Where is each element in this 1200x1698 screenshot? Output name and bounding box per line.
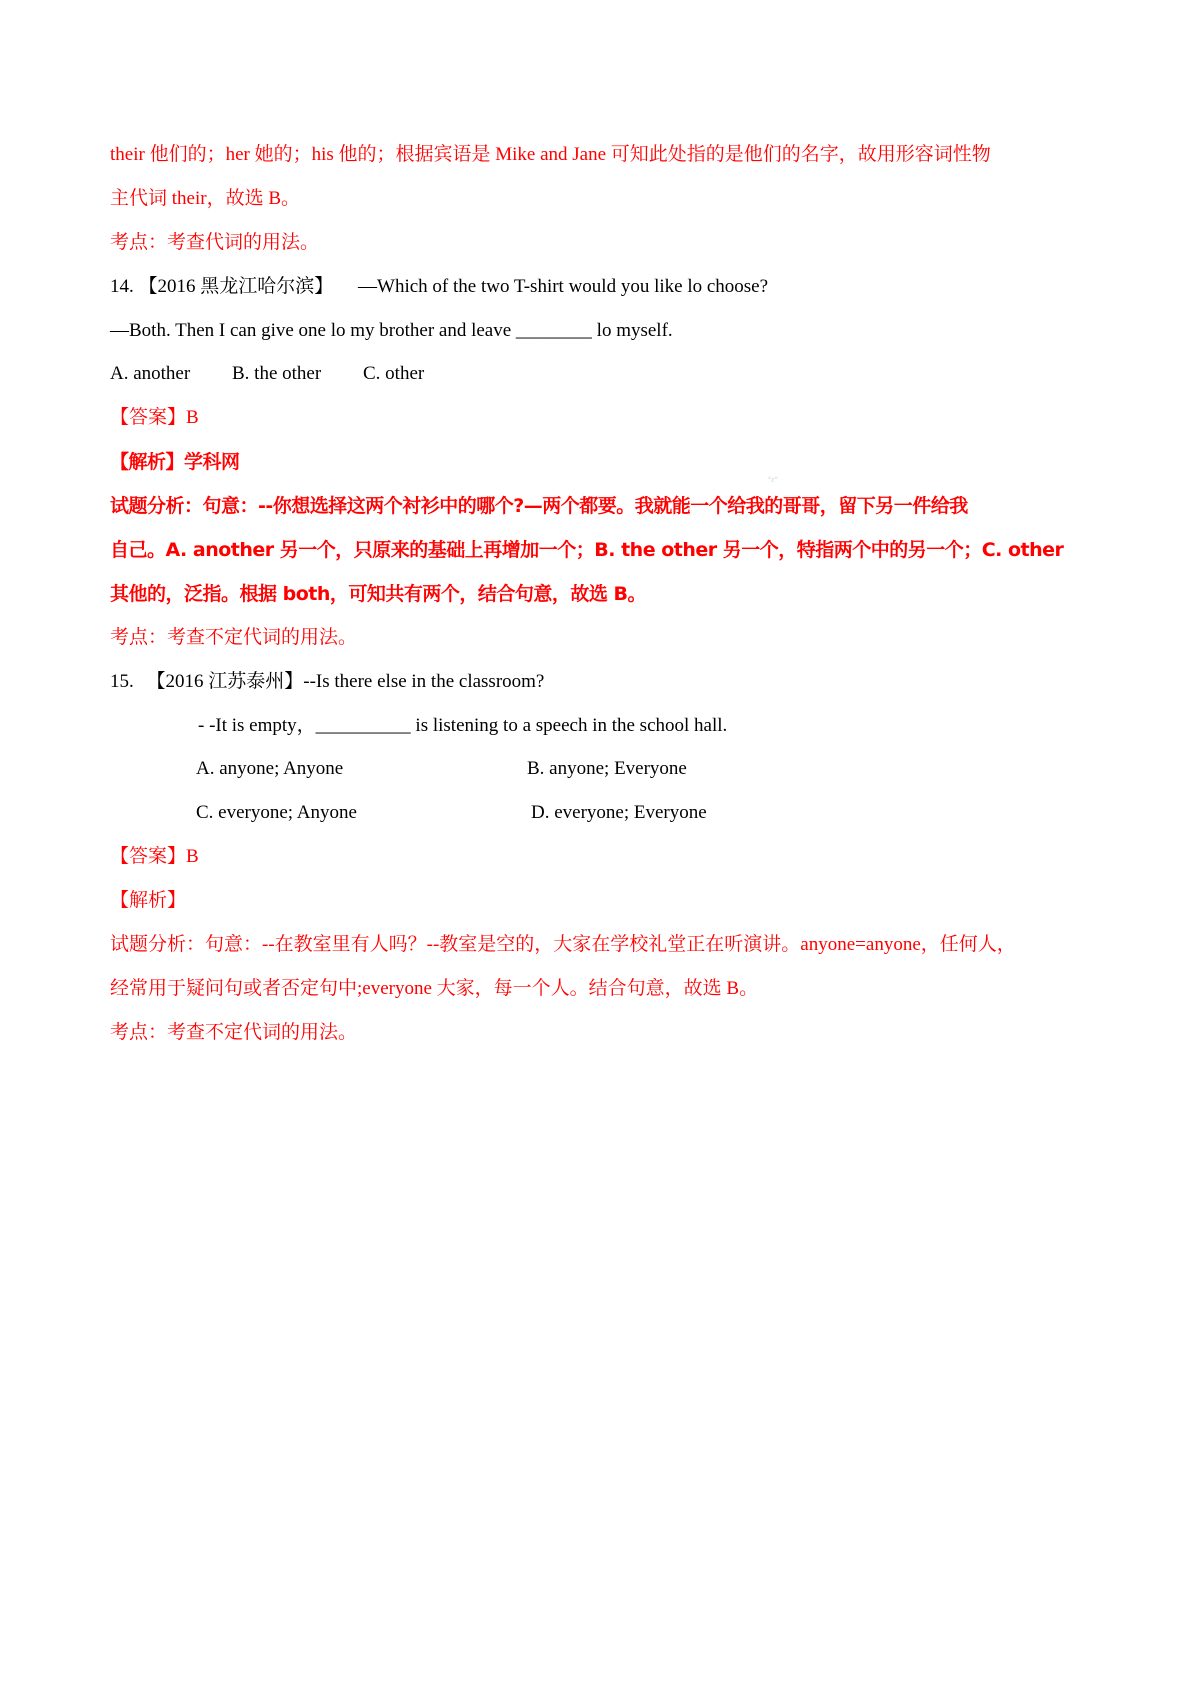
- q14-analysis-line3: 其他的，泛指。根据 both，可知共有两个，结合句意，故选 B。: [110, 583, 646, 605]
- q15-analysis-line2: 经常用于疑问句或者否定句中;everyone 大家，每一个人。结合句意，故选 B。: [110, 978, 759, 999]
- q15-answer-label: 【答案】: [110, 846, 187, 867]
- q15-source: 【2016 江苏泰州】: [146, 671, 304, 692]
- q15-kaodian: 考点：考查不定代词的用法。: [110, 1022, 358, 1043]
- q15-option-d: D. everyone; Everyone: [531, 802, 707, 823]
- q15-analysis-line1: 试题分析：句意：--在教室里有人吗？--教室是空的，大家在学校礼堂正在听演讲。anyone=anyone，任何人，: [110, 934, 1016, 955]
- q14-option-c: C. other: [363, 363, 425, 384]
- q14-analysis-label: 【解析】: [110, 451, 185, 473]
- q14-kaodian: 考点：考查不定代词的用法。: [110, 627, 358, 648]
- q15-reply: - -It is empty，__________ is listening to a speech in the school hall.: [198, 715, 728, 736]
- q15-option-c: C. everyone; Anyone: [196, 802, 357, 823]
- q15-number: 15.: [110, 671, 134, 692]
- q15-answer-value: B: [186, 846, 199, 867]
- q15-question-line: [110, 670, 544, 694]
- watermark-mark: °ε°: [768, 475, 778, 484]
- q14-answer-value: B: [186, 407, 199, 428]
- q14-option-b: B. the other: [232, 363, 322, 384]
- q13-kaodian: 考点：考查代词的用法。: [110, 232, 320, 253]
- q15-option-a: A. anyone; Anyone: [196, 758, 344, 779]
- q14-analysis-line2: 自己。A. another 另一个，只原来的基础上再增加一个；B. the other 另一个，特指两个中的另一个；C. other: [110, 539, 1064, 561]
- q14-analysis-site: 学科网: [184, 451, 240, 473]
- q15-option-b: B. anyone; Everyone: [527, 758, 687, 779]
- q14-question-line: [110, 275, 768, 299]
- q14-number: 14.: [110, 276, 134, 297]
- q14-option-a: A. another: [110, 363, 191, 384]
- q14-source: 【2016 黑龙江哈尔滨】: [138, 276, 334, 297]
- q14-reply: —Both. Then I can give one lo my brother and leave ________ lo myself.: [110, 320, 673, 341]
- q14-question: —Which of the two T-shirt would you like lo choose?: [358, 276, 769, 297]
- q14-analysis-line1: 试题分析：句意：--你想选择这两个衬衫中的哪个?—两个都要。我就能一个给我的哥哥，留下另一件给我: [110, 495, 968, 517]
- q15-answer: [110, 845, 199, 869]
- q14-answer-label: 【答案】: [110, 407, 187, 428]
- q15-analysis-label: 【解析】: [110, 890, 187, 911]
- q14-analysis-heading: [110, 450, 240, 474]
- q15-question: --Is there else in the classroom?: [303, 671, 545, 692]
- q13-analysis-line2: 主代词 their，故选 B。: [110, 188, 300, 209]
- q13-analysis-line1: their 他们的；her 她的；his 他的；根据宾语是 Mike and Jane 可知此处指的是他们的名字，故用形容词性物: [110, 144, 991, 165]
- q14-answer: [110, 406, 199, 430]
